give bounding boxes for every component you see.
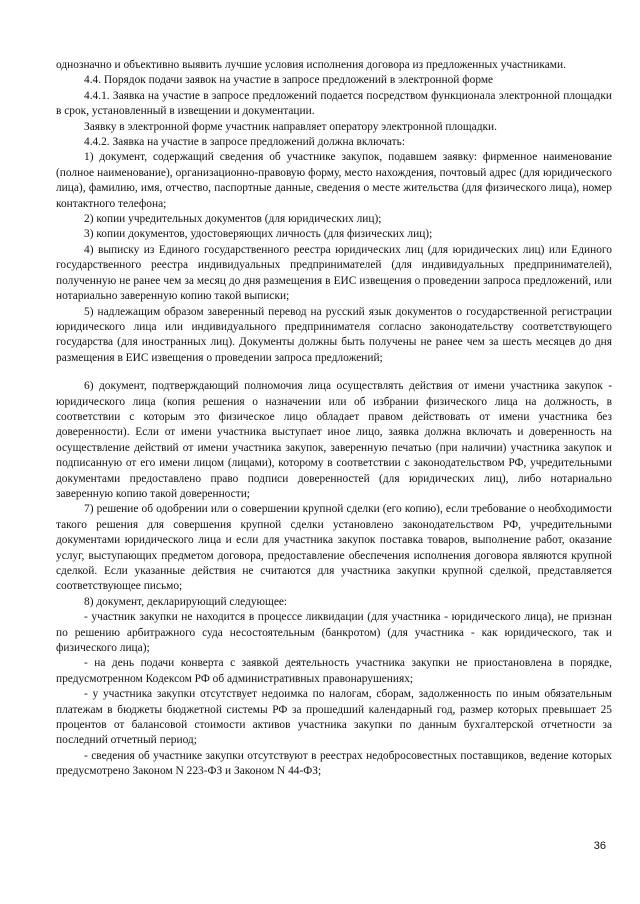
declaration-item-tax-arrears: - у участника закупки отсутствует недоимка по налогам, сборам, задолженность по иным обязательным платежам в бюджеты бюджетной системы РФ за прошедший календарный год, размер которых превышает 25 процентов от балансовой стоимости активов участника закупки по данным бухгалтерской отчетности за последний отчетный период; <box>56 688 612 747</box>
list-item-4: 4) выписку из Единого государственного реестра юридических лиц (для юридических лиц) или Единого государственного реестра индивидуальных предпринимателей (для индивидуальных предпринимателей), полученную не ранее чем за месяц до дня размещения в ЕИС извещения о проведении запроса предложений, или нотариально заверенную копию такой выписки; <box>56 243 612 303</box>
section-heading-4-4: 4.4. Порядок подачи заявок на участие в запросе предложений в электронной форме <box>84 74 494 87</box>
declaration-item-suspension: - на день подачи конверта с заявкой деятельность участника закупки не приостановлена в порядке, предусмотренном Кодексом РФ об административных правонарушениях; <box>56 657 612 685</box>
paragraph-operator: Заявку в электронной форме участник направляет оператору электронной площадки. <box>84 120 497 133</box>
list-item-2: 2) копии учредительных документов (для юридических лиц); <box>84 213 382 226</box>
declaration-item-registry: - сведения об участнике закупки отсутствуют в реестрах недобросовестных поставщиков, ведение которых предусмотрено Законом N 223-ФЗ и Законом N 44-ФЗ; <box>56 749 612 778</box>
list-item-5: 5) надлежащим образом заверенный перевод на русский язык документов о государственной регистрации юридического лица или индивидуального предпринимателя согласно законодательству соответствующего государства (для иностранных лиц). Документы должны быть получены не ранее чем за шесть месяцев до дня размещения в ЕИС извещения о проведении запроса предложений; <box>56 305 612 364</box>
declaration-item-liquidation: - участник закупки не находится в процессе ликвидации (для участника - юридического лица), не признан по решению арбитражного суда несостоятельным (банкротом) (для участника - как юридического, так и физического лица); <box>56 611 612 655</box>
page-number: 36 <box>593 840 606 852</box>
list-item-6: 6) документ, подтверждающий полномочия лица осуществлять действия от имени участника закупок - юридического лица (копия решения о назначении или об избрании физического лица на должность, в соответствии с которым это физическое лицо обладает правом действовать от имени участника без доверенности). Если от имени участника выступает иное лицо, заявка должна включать и доверенность на осуществление действий от имени участника закупок, заверенную печатью (при наличии) участника закупок и подписанную от его имени лицом (лицами), которому в соответствии с законодательством РФ, учредительными документами предоставлено право подписи доверенностей (для юридических лиц), либо нотариально заверенную копию такой доверенности; <box>56 380 612 500</box>
list-item-1: 1) документ, содержащий сведения об участнике закупок, подавшем заявку: фирменное наименование (полное наименование), организационно-правовую форму, место нахождения, почтовый адрес (для юридического лица), фамилию, имя, отчество, паспортные данные, сведения о месте жительства (для физического лица), номер контактного телефона; <box>56 151 612 210</box>
list-item-8: 8) документ, декларирующий следующее: <box>84 595 288 608</box>
list-item-7: 7) решение об одобрении или о совершении крупной сделки (его копию), если требование о необходимости такого решения для совершения крупной сделки установлено законодательством РФ, учредительными документами юридического лица и если для участника закупок поставка товаров, выполнение работ, оказание услуг, выступающих предметом договора, предоставление обеспечения исполнения договора являются крупной сделкой. Если указанные действия не считаются для участника закупки крупной сделкой, представляется соответствующее письмо; <box>56 503 612 593</box>
paragraph-4-4-1: 4.4.1. Заявка на участие в запросе предложений подается посредством функционала электронной площадки в срок, установленный в извещении и документации. <box>56 89 612 118</box>
list-item-3: 3) копии документов, удостоверяющих личность (для физических лиц); <box>84 228 433 241</box>
paragraph-continuation: однозначно и объективно выявить лучшие условия исполнения договора из предложенных участниками. <box>56 59 566 71</box>
paragraph-4-4-2: 4.4.2. Заявка на участие в запросе предложений должна включать: <box>84 136 406 149</box>
